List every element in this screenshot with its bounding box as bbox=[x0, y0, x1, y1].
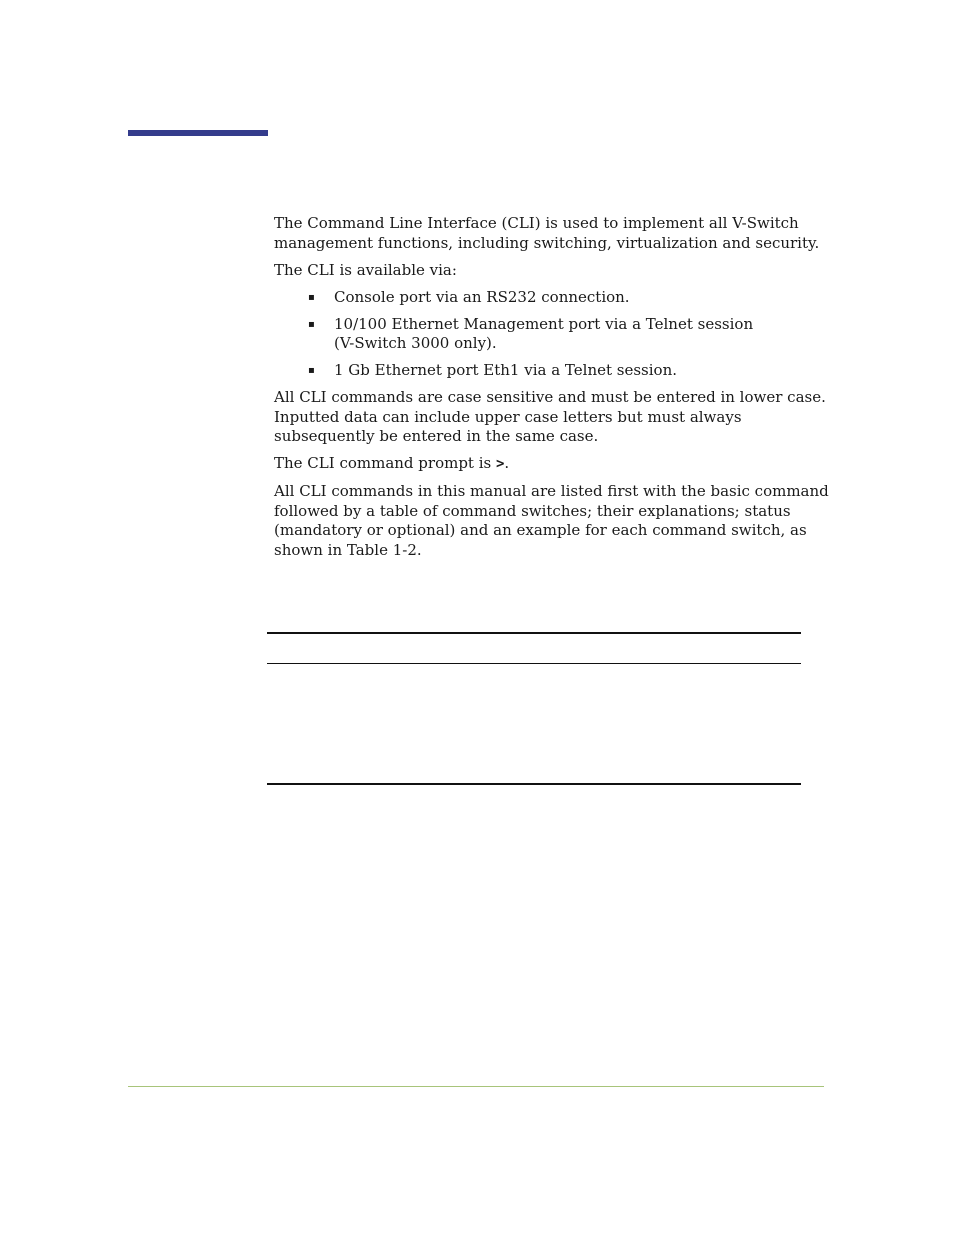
table-header-rule bbox=[267, 663, 801, 664]
availability-paragraph: The CLI is available via: bbox=[274, 260, 457, 279]
prompt-symbol: > bbox=[495, 456, 505, 472]
prompt-suffix: . bbox=[504, 454, 510, 472]
intro-paragraph: The Command Line Interface (CLI) is used to implement all V-Switch management functions, including switching, virtualization and security. bbox=[274, 214, 820, 252]
table-bottom-rule bbox=[267, 783, 801, 785]
prompt-paragraph bbox=[274, 454, 834, 475]
list-item bbox=[274, 288, 834, 308]
list-item-text: 1 Gb Ethernet port Eth1 via a Telnet session. bbox=[334, 361, 678, 379]
section-title-bar bbox=[128, 130, 268, 136]
access-method-list bbox=[274, 288, 834, 381]
body-content bbox=[274, 214, 834, 568]
case-sensitivity-paragraph: All CLI commands are case sensitive and must be entered in lower case. Inputted data can include upper case letters but must always subsequently be entered in the same case. bbox=[274, 388, 826, 445]
prompt-prefix: The CLI command prompt is bbox=[274, 454, 496, 472]
footer-rule bbox=[128, 1086, 824, 1087]
list-item-text: 10/100 Ethernet Management port via a Telnet session bbox=[334, 314, 754, 333]
bullet-icon: ▪ bbox=[308, 291, 315, 303]
manual-convention-paragraph: All CLI commands in this manual are listed first with the basic command followed by a table of command switches; their explanations; status (mandatory or optional) and an example for each command switch, as shown in Table 1-2. bbox=[274, 482, 829, 559]
list-item-text-continued: (V-Switch 3000 only). bbox=[334, 334, 497, 352]
list-item-text: Console port via an RS232 connection. bbox=[334, 287, 630, 306]
list-item bbox=[274, 361, 834, 381]
bullet-icon: ▪ bbox=[308, 365, 315, 376]
bullet-icon: ▪ bbox=[308, 318, 315, 330]
command-table-frame bbox=[267, 632, 801, 786]
list-item bbox=[274, 315, 834, 354]
table-top-rule bbox=[267, 632, 801, 634]
